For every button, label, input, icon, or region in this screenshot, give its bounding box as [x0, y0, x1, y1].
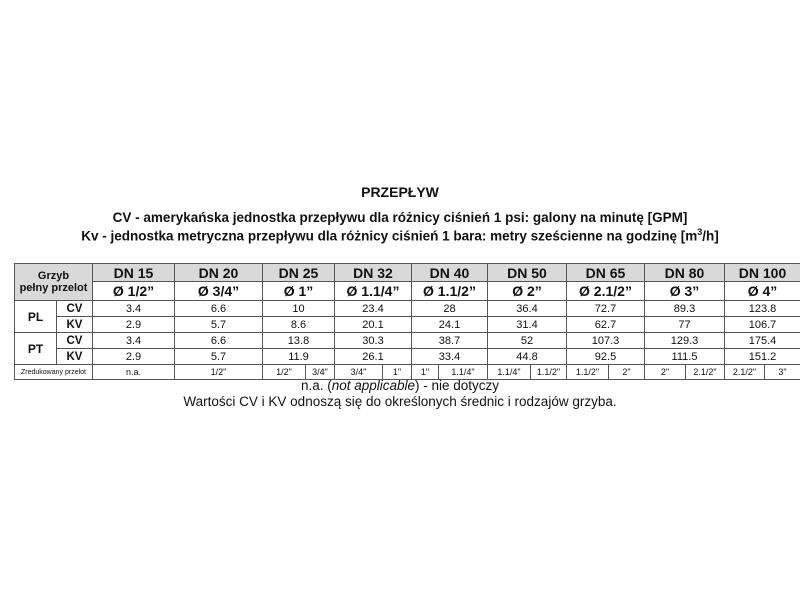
- pl-cv-value: 28: [412, 301, 488, 317]
- pl-cv-value: 123.8: [725, 301, 800, 317]
- cv-label: CV: [57, 301, 93, 317]
- size-header: Ø 1”: [263, 282, 335, 301]
- dn-header: DN 80: [645, 264, 725, 282]
- pt-kv-value: 111.5: [645, 349, 725, 365]
- table-row: [15, 333, 800, 349]
- dn-header: DN 25: [263, 264, 335, 282]
- reduced-bore-value: 1/2": [175, 365, 263, 380]
- pt-cv-value: 3.4: [93, 333, 175, 349]
- pl-kv-value: 24.1: [412, 317, 488, 333]
- dn-header: DN 100: [725, 264, 800, 282]
- pl-cv-value: 10: [263, 301, 335, 317]
- reduced-bore-value: 3/4": [306, 365, 335, 380]
- pt-cv-value: 52: [488, 333, 567, 349]
- size-header: Ø 1/2”: [93, 282, 175, 301]
- reduced-bore-value: 2": [609, 365, 645, 380]
- pl-cv-value: 36.4: [488, 301, 567, 317]
- pt-kv-value: 44.8: [488, 349, 567, 365]
- pt-kv-value: 2.9: [93, 349, 175, 365]
- dn-header: DN 32: [335, 264, 412, 282]
- cv-label: CV: [57, 333, 93, 349]
- size-header: Ø 2”: [488, 282, 567, 301]
- table-row: [15, 301, 800, 317]
- pl-kv-value: 31.4: [488, 317, 567, 333]
- pl-cv-value: 72.7: [567, 301, 645, 317]
- pl-cv-value: 6.6: [175, 301, 263, 317]
- pl-cv-value: 89.3: [645, 301, 725, 317]
- table-row: [15, 317, 800, 333]
- pt-kv-value: 26.1: [335, 349, 412, 365]
- size-header: Ø 2.1/2”: [567, 282, 645, 301]
- reduced-bore-value: 1": [412, 365, 439, 380]
- size-header: Ø 4”: [725, 282, 800, 301]
- kv-label: KV: [57, 317, 93, 333]
- pt-kv-value: 151.2: [725, 349, 800, 365]
- kv-description: Kv - jednostka metryczna przepływu dla różnicy ciśnień 1 bara: metry sześcienne na godzinę $[m^3/h]$: [81, 227, 719, 244]
- pt-kv-value: 5.7: [175, 349, 263, 365]
- reduced-bore-value: 2": [645, 365, 686, 380]
- pl-kv-value: 2.9: [93, 317, 175, 333]
- dn-header: DN 20: [175, 264, 263, 282]
- pt-cv-value: 13.8: [263, 333, 335, 349]
- table-row: [15, 349, 800, 365]
- pt-cv-value: 129.3: [645, 333, 725, 349]
- pl-kv-value: 5.7: [175, 317, 263, 333]
- kv-label: KV: [57, 349, 93, 365]
- pl-kv-value: 77: [645, 317, 725, 333]
- pl-kv-value: 20.1: [335, 317, 412, 333]
- size-header: Ø 1.1/4”: [335, 282, 412, 301]
- pl-cv-value: 23.4: [335, 301, 412, 317]
- reduced-bore-label: Zredukowany przelot: [15, 365, 93, 380]
- reduced-bore-value: n.a.: [93, 365, 175, 380]
- flow-table: [14, 263, 800, 380]
- size-header: Ø 3”: [645, 282, 725, 301]
- pt-cv-value: 38.7: [412, 333, 488, 349]
- pt-kv-value: 33.4: [412, 349, 488, 365]
- pt-cv-value: 107.3: [567, 333, 645, 349]
- reduced-bore-value: 1/2": [263, 365, 306, 380]
- dn-header: DN 15: [93, 264, 175, 282]
- reduced-bore-value: 1": [383, 365, 412, 380]
- cv-description: CV - amerykańska jednostka przepływu dla różnicy ciśnień 1 psi: galony na minutę [GPM]: [112, 210, 688, 225]
- values-footnote: Wartości CV i KV odnoszą się do określonych średnic i rodzajów grzyba.: [183, 394, 617, 409]
- pt-cv-value: 175.4: [725, 333, 800, 349]
- dn-header: DN 50: [488, 264, 567, 282]
- reduced-bore-value: 3/4": [335, 365, 383, 380]
- dn-header: DN 65: [567, 264, 645, 282]
- reduced-bore-value: 1.1/4": [439, 365, 488, 380]
- table-corner-header: Grzyb pełny przelot: [15, 264, 93, 301]
- reduced-bore-value: 1.1/2": [531, 365, 567, 380]
- reduced-bore-value: 1.1/2": [567, 365, 609, 380]
- pt-cv-value: 6.6: [175, 333, 263, 349]
- reduced-bore-value: 1.1/4": [488, 365, 531, 380]
- pl-kv-value: 62.7: [567, 317, 645, 333]
- reduced-bore-value: 2.1/2": [686, 365, 725, 380]
- reduced-bore-value: 3": [765, 365, 800, 380]
- pt-group-label: PT: [15, 333, 57, 365]
- dn-header: DN 40: [412, 264, 488, 282]
- reduced-bore-value: 2.1/2": [725, 365, 765, 380]
- page-title: PRZEPŁYW: [361, 184, 439, 200]
- pl-group-label: PL: [15, 301, 57, 333]
- size-header: Ø 3/4”: [175, 282, 263, 301]
- pt-kv-value: 92.5: [567, 349, 645, 365]
- pt-cv-value: 30.3: [335, 333, 412, 349]
- na-footnote: n.a. (not applicable) - nie dotyczy: [300, 378, 500, 393]
- size-header: Ø 1.1/2”: [412, 282, 488, 301]
- pl-kv-value: 106.7: [725, 317, 800, 333]
- pt-kv-value: 11.9: [263, 349, 335, 365]
- pl-cv-value: 3.4: [93, 301, 175, 317]
- pl-kv-value: 8.6: [263, 317, 335, 333]
